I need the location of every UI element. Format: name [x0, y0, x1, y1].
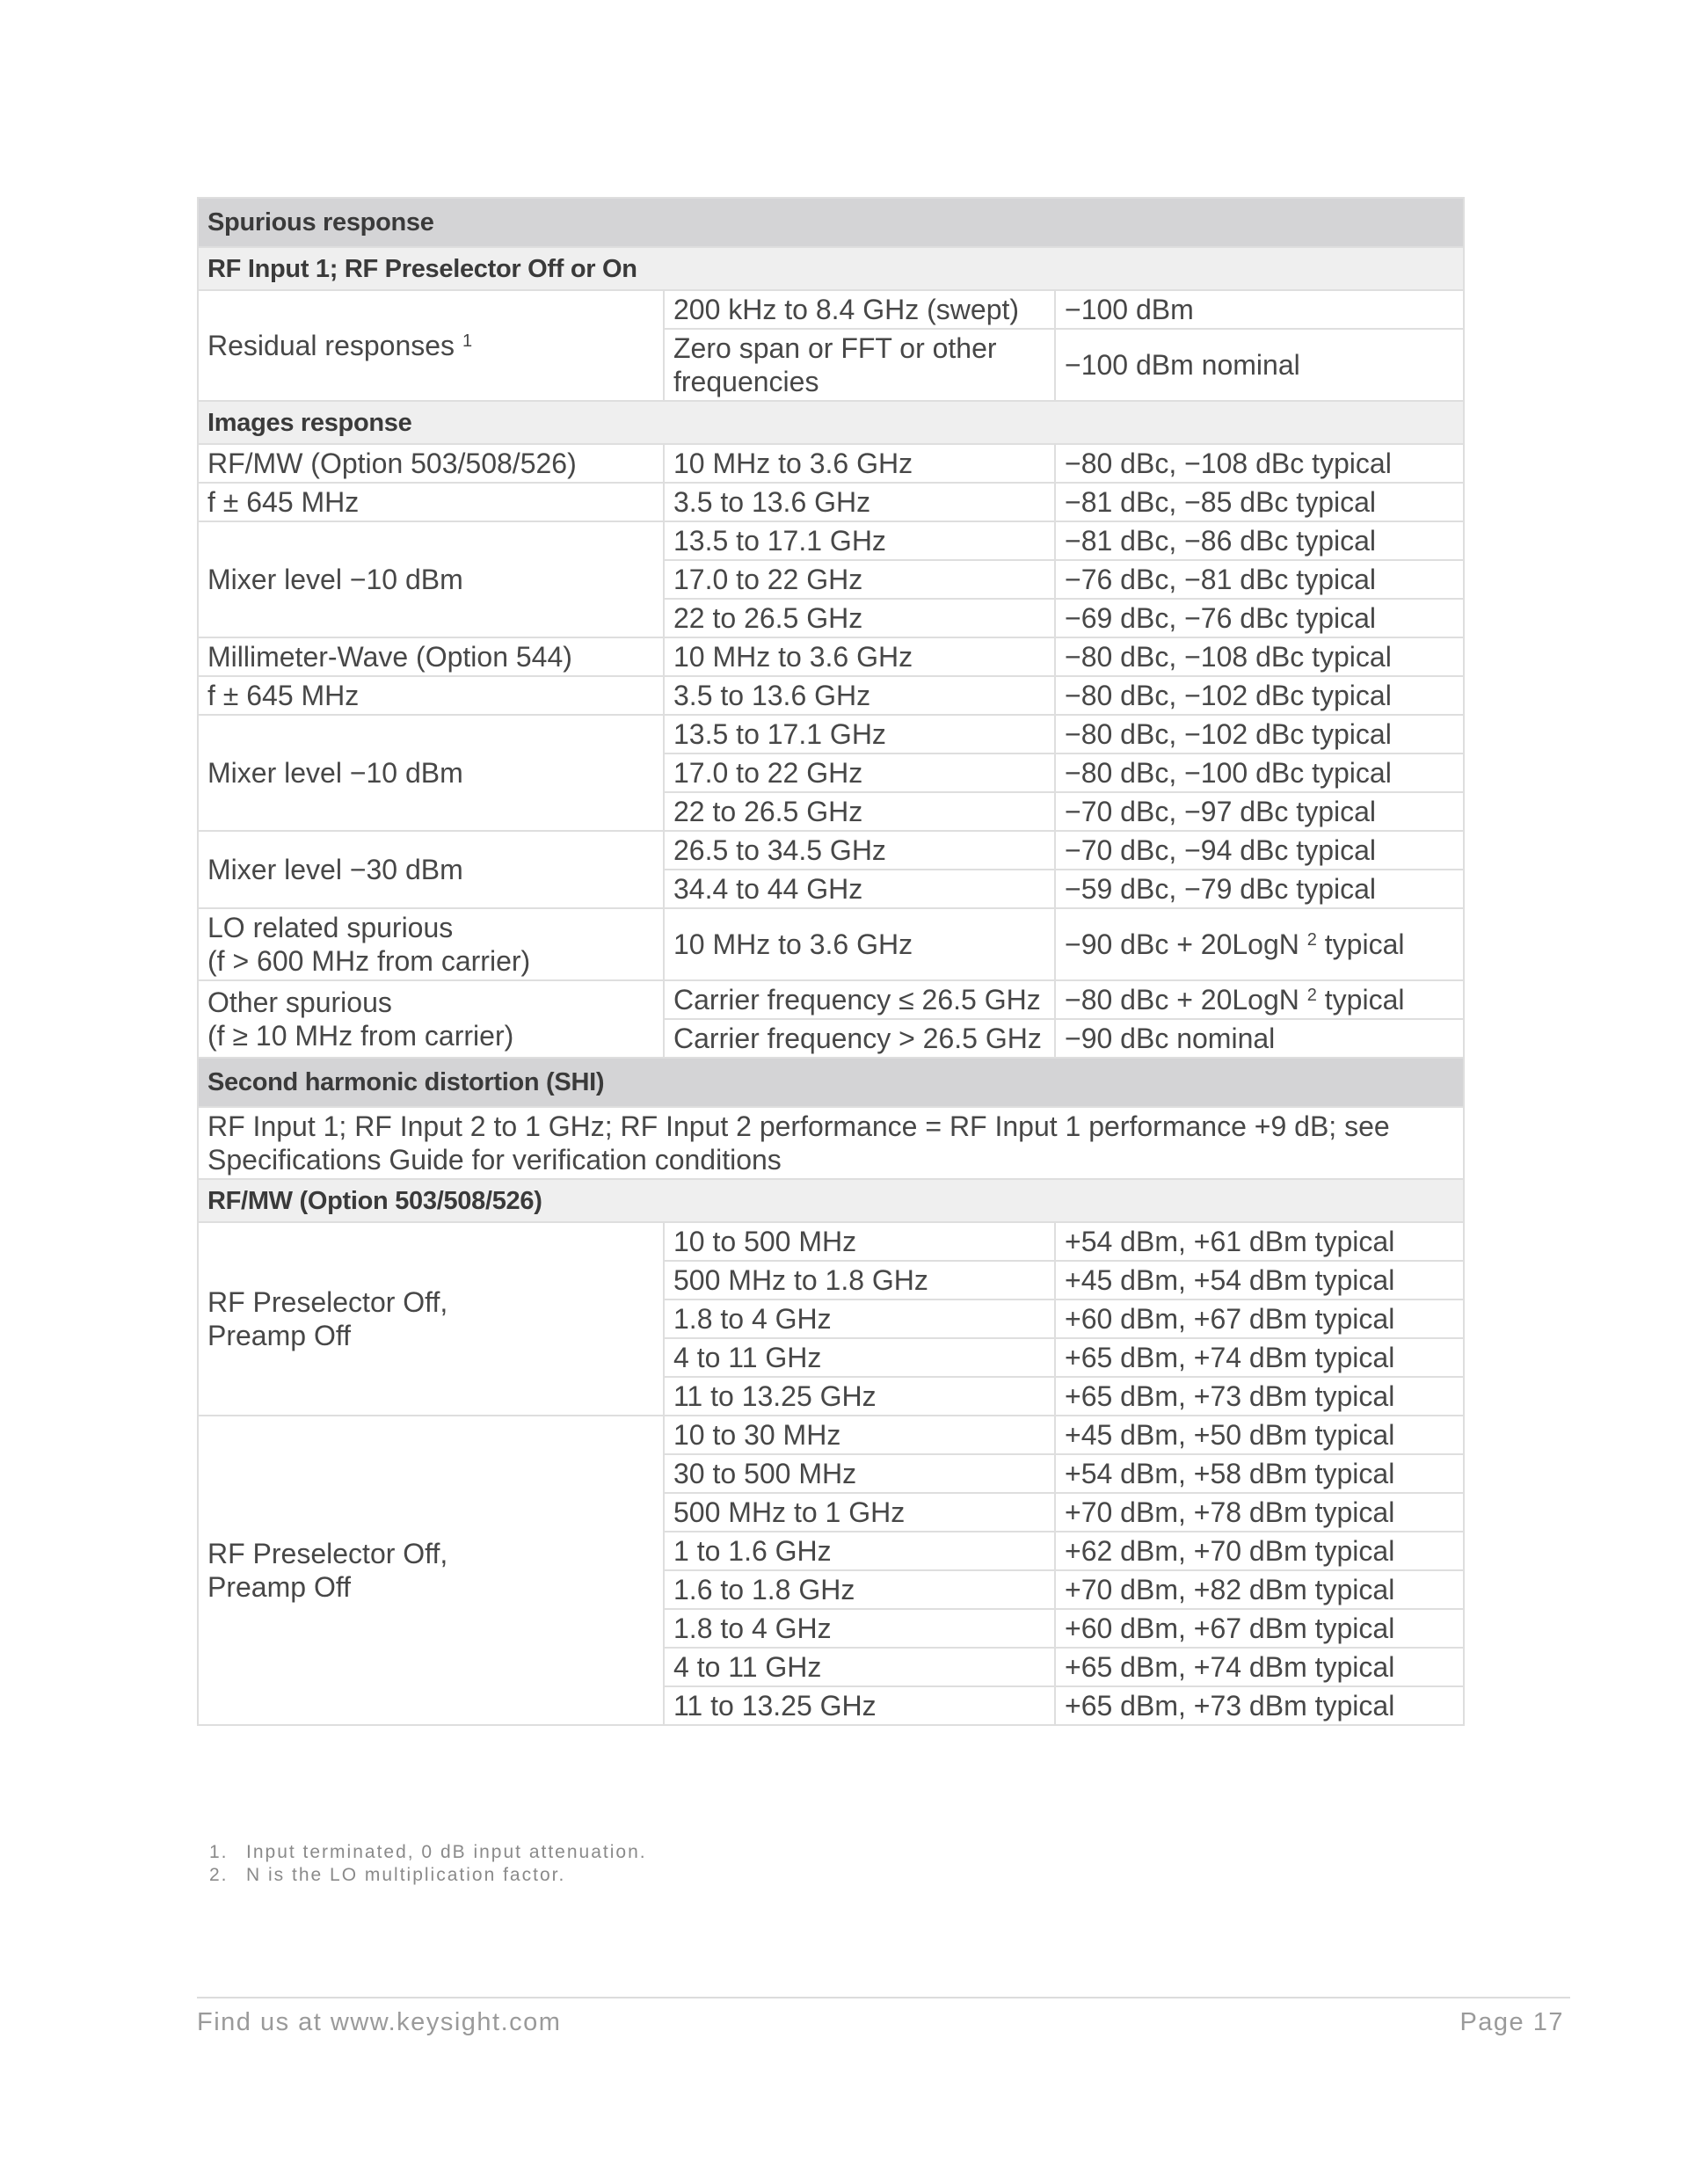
row-label: Mixer level −10 dBm [198, 715, 664, 831]
value-cell: +65 dBm, +74 dBm typical [1055, 1648, 1464, 1686]
footer-divider [197, 1997, 1570, 1998]
value-cell: +65 dBm, +73 dBm typical [1055, 1377, 1464, 1416]
freq-cell: 1.8 to 4 GHz [664, 1609, 1055, 1648]
value-cell: +62 dBm, +70 dBm typical [1055, 1532, 1464, 1570]
table-row [198, 444, 1464, 483]
freq-cell: Carrier frequency ≤ 26.5 GHz [664, 980, 1055, 1019]
freq-cell: 1.8 to 4 GHz [664, 1299, 1055, 1338]
section-header-row [198, 1058, 1464, 1107]
subsection-header-row [198, 401, 1464, 444]
freq-cell: Zero span or FFT or other frequencies [664, 329, 1055, 401]
row-label: Other spurious (f ≥ 10 MHz from carrier) [198, 980, 664, 1058]
value-cell: +65 dBm, +73 dBm typical [1055, 1686, 1464, 1725]
value-cell: −80 dBc, −102 dBc typical [1055, 715, 1464, 753]
value-cell: +54 dBm, +58 dBm typical [1055, 1454, 1464, 1493]
freq-cell: 3.5 to 13.6 GHz [664, 676, 1055, 715]
table-row [198, 637, 1464, 676]
footnote [209, 1864, 647, 1887]
freq-cell: 10 MHz to 3.6 GHz [664, 637, 1055, 676]
subsection-title: RF/MW (Option 503/508/526) [198, 1179, 1464, 1222]
freq-cell: 4 to 11 GHz [664, 1338, 1055, 1377]
table-row [198, 676, 1464, 715]
footnote-number: 2. [209, 1865, 229, 1885]
section-title: Spurious response [198, 198, 1464, 247]
footnote-number: 1. [209, 1842, 229, 1862]
table-row [198, 483, 1464, 521]
value-cell: +60 dBm, +67 dBm typical [1055, 1609, 1464, 1648]
subsection-header-row [198, 1179, 1464, 1222]
value-cell: −76 dBc, −81 dBc typical [1055, 560, 1464, 599]
row-label: Millimeter-Wave (Option 544) [198, 637, 664, 676]
row-label: f ± 645 MHz [198, 483, 664, 521]
freq-cell: 1 to 1.6 GHz [664, 1532, 1055, 1570]
value-cell: −100 dBm [1055, 290, 1464, 329]
freq-cell: 22 to 26.5 GHz [664, 792, 1055, 831]
value-cell: +54 dBm, +61 dBm typical [1055, 1222, 1464, 1261]
freq-cell: 500 MHz to 1 GHz [664, 1493, 1055, 1532]
row-label: LO related spurious (f > 600 MHz from carrier) [198, 908, 664, 980]
value-cell: −90 dBc + 20LogN $^2$ typical [1055, 908, 1464, 980]
value-cell: −80 dBc, −100 dBc typical [1055, 753, 1464, 792]
row-label: Mixer level −10 dBm [198, 521, 664, 637]
value-cell: −69 dBc, −76 dBc typical [1055, 599, 1464, 637]
row-label: RF Preselector Off, Preamp Off [198, 1222, 664, 1416]
section-header-row [198, 198, 1464, 247]
value-cell: +70 dBm, +78 dBm typical [1055, 1493, 1464, 1532]
freq-cell: 26.5 to 34.5 GHz [664, 831, 1055, 870]
value-cell: −59 dBc, −79 dBc typical [1055, 870, 1464, 908]
value-cell: −100 dBm nominal [1055, 329, 1464, 401]
footnotes [209, 1841, 647, 1887]
freq-cell: 13.5 to 17.1 GHz [664, 521, 1055, 560]
value-cell: +60 dBm, +67 dBm typical [1055, 1299, 1464, 1338]
value-cell: −81 dBc, −86 dBc typical [1055, 521, 1464, 560]
freq-cell: 10 MHz to 3.6 GHz [664, 444, 1055, 483]
row-label: RF Preselector Off, Preamp Off [198, 1416, 664, 1725]
freq-cell: 10 to 30 MHz [664, 1416, 1055, 1454]
table-row [198, 1222, 1464, 1261]
freq-cell: 10 to 500 MHz [664, 1222, 1055, 1261]
value-cell: −70 dBc, −94 dBc typical [1055, 831, 1464, 870]
freq-cell: 11 to 13.25 GHz [664, 1377, 1055, 1416]
page-number: Page 17 [1459, 2008, 1564, 2036]
value-cell: +65 dBm, +74 dBm typical [1055, 1338, 1464, 1377]
freq-cell: 1.6 to 1.8 GHz [664, 1570, 1055, 1609]
freq-cell: 17.0 to 22 GHz [664, 753, 1055, 792]
footer-website-link[interactable]: Find us at www.keysight.com [197, 2008, 562, 2036]
value-cell: +70 dBm, +82 dBm typical [1055, 1570, 1464, 1609]
row-label: Mixer level −30 dBm [198, 831, 664, 908]
freq-cell: Carrier frequency > 26.5 GHz [664, 1019, 1055, 1058]
footnote-text: N is the LO multiplication factor. [246, 1865, 566, 1885]
footnote-ref: 2 [1306, 930, 1317, 950]
subsection-title: RF Input 1; RF Preselector Off or On [198, 247, 1464, 290]
value-cell: −80 dBc, −108 dBc typical [1055, 444, 1464, 483]
table-row [198, 980, 1464, 1019]
table-row [198, 908, 1464, 980]
value-cell: +45 dBm, +50 dBm typical [1055, 1416, 1464, 1454]
freq-cell: 17.0 to 22 GHz [664, 560, 1055, 599]
section-title: Second harmonic distortion (SHI) [198, 1058, 1464, 1107]
note-row [198, 1107, 1464, 1179]
section-note: RF Input 1; RF Input 2 to 1 GHz; RF Input 2 performance = RF Input 1 performance +9 dB; see Specifications Guide for verification conditions [198, 1107, 1464, 1179]
value-cell: −80 dBc, −108 dBc typical [1055, 637, 1464, 676]
footnote-ref: 1 [462, 331, 473, 351]
freq-cell: 200 kHz to 8.4 GHz (swept) [664, 290, 1055, 329]
footnote-text: Input terminated, 0 dB input attenuation. [246, 1842, 647, 1862]
table-row [198, 521, 1464, 560]
footnote [209, 1841, 647, 1864]
row-label: f ± 645 MHz [198, 676, 664, 715]
footnote-ref: 2 [1306, 986, 1317, 1005]
freq-cell: 500 MHz to 1.8 GHz [664, 1261, 1055, 1299]
row-label: Residual responses $^1$ [198, 290, 664, 401]
value-cell: −80 dBc + 20LogN $^2$ typical [1055, 980, 1464, 1019]
value-cell: −81 dBc, −85 dBc typical [1055, 483, 1464, 521]
freq-cell: 11 to 13.25 GHz [664, 1686, 1055, 1725]
table-row [198, 1416, 1464, 1454]
table-row [198, 715, 1464, 753]
table-row [198, 290, 1464, 329]
freq-cell: 13.5 to 17.1 GHz [664, 715, 1055, 753]
spec-table [197, 197, 1465, 1726]
freq-cell: 10 MHz to 3.6 GHz [664, 908, 1055, 980]
row-label: RF/MW (Option 503/508/526) [198, 444, 664, 483]
freq-cell: 3.5 to 13.6 GHz [664, 483, 1055, 521]
freq-cell: 22 to 26.5 GHz [664, 599, 1055, 637]
freq-cell: 34.4 to 44 GHz [664, 870, 1055, 908]
value-cell: −80 dBc, −102 dBc typical [1055, 676, 1464, 715]
table-row [198, 831, 1464, 870]
value-cell: −90 dBc nominal [1055, 1019, 1464, 1058]
value-cell: −70 dBc, −97 dBc typical [1055, 792, 1464, 831]
freq-cell: 30 to 500 MHz [664, 1454, 1055, 1493]
freq-cell: 4 to 11 GHz [664, 1648, 1055, 1686]
value-cell: +45 dBm, +54 dBm typical [1055, 1261, 1464, 1299]
subsection-title: Images response [198, 401, 1464, 444]
subsection-header-row [198, 247, 1464, 290]
